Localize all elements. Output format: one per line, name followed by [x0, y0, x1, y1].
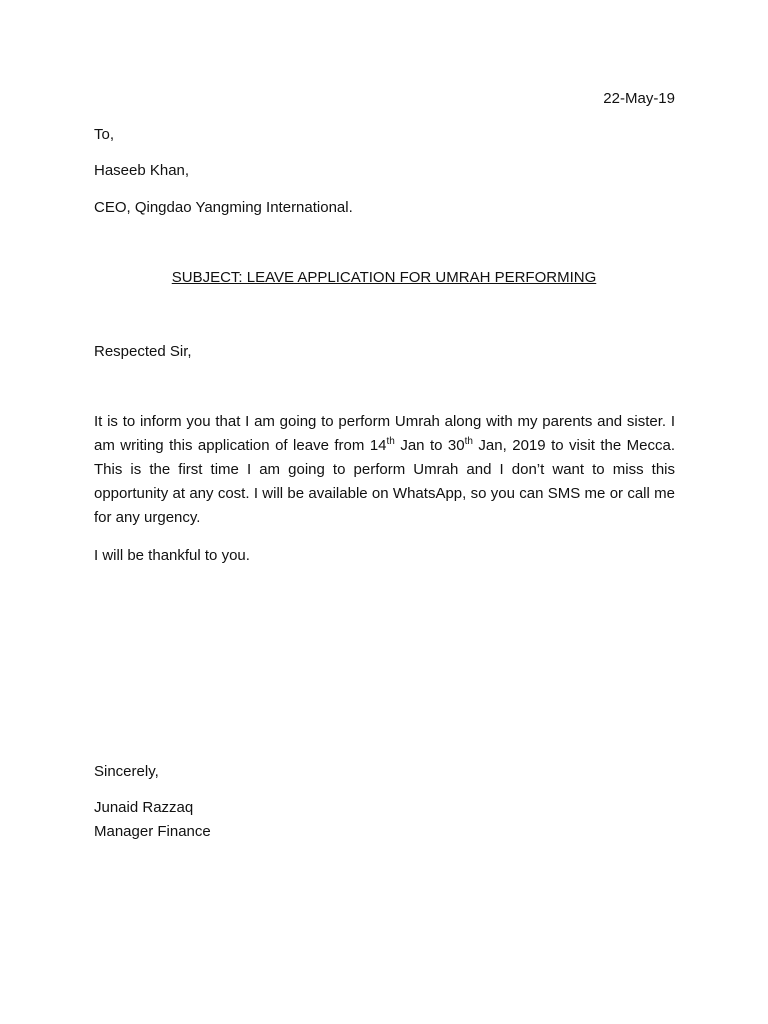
sender-title: Manager Finance [94, 823, 211, 840]
letter-date: 22-May-19 [603, 90, 675, 107]
thanks-line: I will be thankful to you. [94, 547, 250, 564]
to-label: To, [94, 126, 115, 143]
body-paragraph [94, 410, 675, 530]
body-text-part-3: Jan, 2019 to visit the Mecca. This is the first time I am going to perform Umrah and I don’t want to miss this opportunity at any cost. I will be available on WhatsApp, so you can SMS me or call me for any urgency. [94, 437, 675, 526]
subject-line: SUBJECT: LEAVE APPLICATION FOR UMRAH PERFORMING [171, 269, 597, 286]
closing: Sincerely, [94, 763, 159, 780]
recipient-title: CEO, Qingdao Yangming International. [94, 199, 353, 216]
salutation: Respected Sir, [94, 343, 192, 360]
ordinal-suffix-2: th [464, 436, 473, 447]
sender-name: Junaid Razzaq [94, 799, 194, 816]
recipient-name: Haseeb Khan, [94, 162, 190, 179]
ordinal-suffix-1: th [386, 436, 395, 447]
body-text-part-1: It is to inform you that I am going to perform Umrah along with my parents and sister. I am writing this application of leave from 14 [94, 413, 675, 454]
body-text-part-2: Jan to 30 [394, 437, 465, 454]
